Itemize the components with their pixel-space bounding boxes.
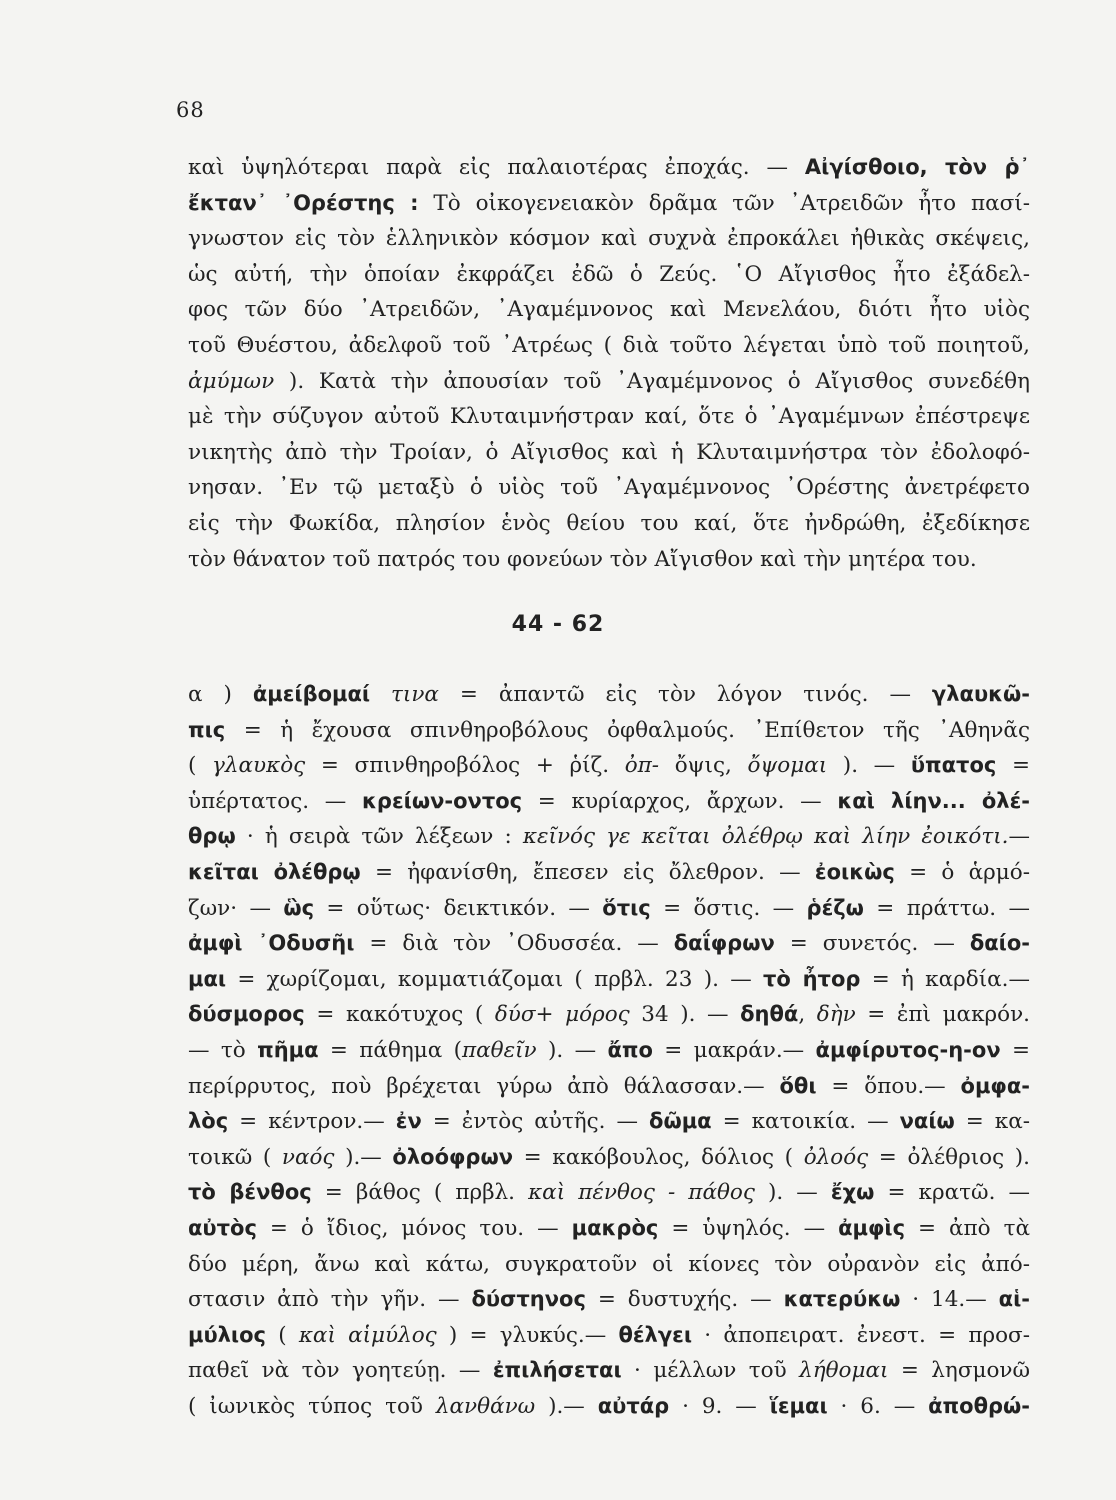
text-run: = ἐντὸς αὐτῆς. — (421, 1109, 650, 1135)
headword: ὀλοόφρων (392, 1144, 514, 1169)
text-run: = ἐπὶ μακρόν. (855, 1002, 1030, 1028)
text-run: στασιν ἀπὸ τὴν γῆν. — (188, 1287, 472, 1313)
text-run: 34 ). — (629, 1002, 741, 1028)
headword: δαΐφρων (673, 931, 775, 956)
section-heading: 44 - 62 (511, 612, 605, 637)
text-line (188, 1353, 1030, 1389)
italic-text: ὄψομαι (747, 753, 828, 779)
headword: ἀμφὶ ᾽Οδυσῆι (188, 931, 355, 956)
text-line (188, 150, 1030, 186)
italic-text: γλαυκὸς (212, 753, 306, 779)
italic-text: ὀπ- (624, 753, 660, 779)
headword: ἐν (395, 1109, 422, 1134)
headword: μαι (188, 966, 227, 991)
text-line (188, 435, 1030, 471)
headword: ἐπιλήσεται (492, 1358, 622, 1383)
headword: ἀμείβομαί (252, 682, 371, 706)
text-run: ).— (334, 1144, 393, 1170)
text-run: καὶ ὑψηλότεραι παρὰ εἰς παλαιοτέρας ἐποχάς. — (188, 155, 805, 180)
headword: γλαυκῶ- (931, 682, 1030, 706)
text-line (188, 1318, 1030, 1354)
text-line (188, 748, 1030, 784)
headword: κρείων-οντος (362, 788, 523, 813)
text-run: = χωρίζομαι, κομματιάζομαι ( πρβλ. 23 ). — (226, 966, 763, 992)
text-line (188, 819, 1030, 855)
headword: δύστηνος (471, 1287, 586, 1312)
text-run: · 9. — (669, 1393, 770, 1419)
commentary-paragraph-2 (188, 677, 1030, 1424)
text-line (188, 399, 1030, 435)
text-line (188, 1140, 1030, 1176)
text-line (188, 1033, 1030, 1069)
text-run: — τὸ (188, 1037, 258, 1063)
text-line (188, 1211, 1030, 1247)
text-run: τοῦ Θυέστου, ἀδελφοῦ τοῦ ᾽Ατρέως ( διὰ τοῦτο λέγεται ὑπὸ τοῦ ποιητοῦ, (188, 332, 1030, 358)
text-run: ὑπέρτατος. — (188, 788, 362, 814)
text-run: ὡς αὐτή, τὴν ὁποίαν ἐκφράζει ἐδῶ ὁ Ζεύς. ῾Ο Αἴγισθος ἦτο ἐξάδελ- (188, 261, 1030, 287)
text-run: = λησμονῶ (888, 1358, 1030, 1384)
text-line (188, 784, 1030, 820)
text-run: = (1000, 1037, 1030, 1063)
headword: ἀποθρώ- (928, 1393, 1030, 1418)
headword: ἄπο (607, 1037, 653, 1062)
italic-text: δύσ+ μόρος (494, 1002, 630, 1028)
text-line (188, 506, 1030, 542)
text-run: δύο μέρη, ἄνω καὶ κάτω, συγκρατοῦν οἱ κίονες τὸν οὐρανὸν εἰς ἀπό- (188, 1251, 1030, 1277)
text-run: · 6. — (827, 1393, 929, 1419)
italic-text: τινα (370, 682, 439, 707)
text-line (188, 542, 1030, 578)
text-line (188, 997, 1030, 1033)
text-line (188, 328, 1030, 364)
text-run: = κατοικία. — (711, 1109, 900, 1135)
text-run: ) = γλυκύς.— (436, 1322, 619, 1348)
text-line (188, 257, 1030, 293)
headword: ναίω (899, 1109, 955, 1134)
headword: δηθά (740, 1002, 799, 1027)
text-run: ). — (536, 1037, 608, 1063)
text-run: φος τῶν δύο ᾽Ατρειδῶν, ᾽Αγαμέμνονος καὶ Μενελάου, διότι ἦτο υἱὸς (188, 297, 1030, 323)
text-run: = ἡ καρδία.— (860, 966, 1030, 992)
headword: δύσμορος (188, 1002, 305, 1027)
text-run: νικητὴς ἀπὸ τὴν Τροίαν, ὁ Αἴγισθος καὶ ἡ Κλυταιμνήστρα τὸν ἐδολοφό- (188, 439, 1030, 465)
text-run: ( (265, 1322, 299, 1348)
headword: αὐτάρ (597, 1393, 670, 1418)
headword: ἀμφὶς (838, 1215, 906, 1240)
italic-text: παθεῖν (462, 1037, 537, 1063)
text-line (188, 1069, 1030, 1105)
headword: τὸ ἦτορ (763, 966, 861, 991)
headword: ἔκταν᾽ ᾽Ορέστης : (188, 190, 419, 215)
text-run: ὄψις, (659, 753, 748, 779)
text-run: = σπινθηροβόλος + ῥίζ. (305, 753, 625, 779)
text-run: = κακότυχος ( (304, 1002, 495, 1028)
headword: πῆμα (257, 1037, 319, 1062)
headword: ἀμφίρυτος-η-ον (815, 1037, 1001, 1062)
headword: καὶ λίην... ὀλέ- (837, 788, 1030, 813)
text-run: = κακόβουλος, δόλιος ( (513, 1144, 804, 1170)
text-run: = ἀπὸ τὰ (905, 1215, 1030, 1241)
text-run: τοικῶ ( (188, 1144, 282, 1170)
italic-text: δὴν (816, 1002, 856, 1028)
text-line (188, 1247, 1030, 1283)
text-run: · 14.— (900, 1287, 999, 1313)
italic-text: ὀλοός (803, 1144, 869, 1170)
headword: αἱ- (998, 1287, 1030, 1312)
text-run: = μακράν.— (652, 1037, 816, 1063)
text-line (188, 1282, 1030, 1318)
text-run: ζων· — (188, 895, 284, 921)
headword: ὕπατος (910, 753, 997, 778)
text-run: μὲ τὴν σύζυγον αὐτοῦ Κλυταιμνήστραν καί, ὅτε ὁ ᾽Αγαμέμνων ἐπέστρεψε (188, 404, 1030, 430)
text-run: = κέντρον.— (228, 1109, 396, 1135)
headword: δαίο- (969, 931, 1030, 956)
text-line (188, 1175, 1030, 1211)
text-line (188, 962, 1030, 998)
text-line (188, 1104, 1030, 1140)
headword: τὸ βένθος (188, 1180, 312, 1205)
text-run: = πράττω. — (863, 895, 1030, 921)
text-run: = ὁ ἴδιος, μόνος του. — (256, 1215, 572, 1241)
text-run: = (996, 753, 1030, 779)
text-run: = οὕτως· δεικτικόν. — (314, 895, 603, 921)
headword: ἔχω (830, 1180, 875, 1205)
text-run: = ὅστις. — (650, 895, 807, 921)
text-line (188, 677, 1030, 713)
text-run: τὸν θάνατον τοῦ πατρός του φονεύων τὸν Αἴγισθον καὶ τὴν μητέρα του. (188, 546, 977, 572)
text-line (188, 891, 1030, 927)
text-run: ).— (535, 1393, 598, 1419)
text-run: , (798, 1002, 817, 1028)
italic-text: λανθάνω (435, 1393, 536, 1419)
headword: Αἰγίσθοιο, τὸν ῥ᾽ (804, 155, 1030, 179)
text-run: νησαν. ᾽Εν τῷ μεταξὺ ὁ υἱὸς τοῦ ᾽Αγαμέμνονος ᾽Ορέστης ἀνετρέφετο (188, 475, 1030, 501)
headword: θέλγει (618, 1322, 693, 1347)
text-line (188, 926, 1030, 962)
text-run: ). Κατὰ τὴν ἀπουσίαν τοῦ ᾽Αγαμέμνονος ὁ Αἴγισθος συνεδέθη (274, 368, 1030, 394)
text-line (188, 713, 1030, 749)
italic-text: καὶ αἱμύλος (298, 1322, 437, 1348)
text-run: ). — (827, 753, 911, 779)
text-run: = βάθος ( πρβλ. (311, 1180, 529, 1206)
text-run: = ἀπαντῶ εἰς τὸν λόγον τινός. — (438, 682, 932, 707)
headword: μύλιος (188, 1322, 266, 1347)
text-run: = πάθημα ( (318, 1037, 462, 1063)
text-line (188, 1389, 1030, 1425)
text-line (188, 292, 1030, 328)
headword: ὀμφα- (960, 1073, 1030, 1098)
italic-text: καὶ πένθος - πάθος (528, 1180, 755, 1206)
page-number: 68 (176, 98, 205, 122)
text-run: Τὸ οἰκογενειακὸν δρᾶμα τῶν ᾽Ατρειδῶν ἦτο πασί- (418, 190, 1030, 216)
text-run: ). — (754, 1180, 831, 1206)
text-line (188, 855, 1030, 891)
text-line (188, 221, 1030, 257)
text-line (188, 364, 1030, 400)
text-run: γνωστον εἰς τὸν ἑλληνικὸν κόσμον καὶ συχνὰ ἐπροκάλει ἠθικὰς σκέψεις, (188, 226, 1030, 252)
text-run: = διὰ τὸν ᾽Οδυσσέα. — (354, 931, 674, 957)
text-run: παθεῖ νὰ τὸν γοητεύῃ. — (188, 1358, 493, 1384)
text-run: · ἀποπειρατ. ἐνεστ. = προσ- (692, 1322, 1030, 1348)
commentary-paragraph-1 (188, 150, 1030, 577)
text-line (188, 186, 1030, 222)
headword: δῶμα (649, 1109, 712, 1134)
text-run: α ) (188, 682, 253, 707)
headword: ὅτις (602, 895, 651, 920)
headword: ῥέζω (806, 895, 864, 920)
italic-text: λήθομαι (799, 1358, 889, 1384)
headword: κεῖται ὀλέθρῳ (188, 859, 361, 884)
text-run: = ὑψηλός. — (658, 1215, 839, 1241)
headword: ἵεμαι (769, 1393, 828, 1418)
headword: αὐτὸς (188, 1215, 257, 1240)
text-run: — (1008, 824, 1030, 850)
headword: θρῳ (188, 824, 236, 849)
text-line (188, 470, 1030, 506)
italic-text: κεῖνός γε κεῖται ὀλέθρῳ καὶ λίην ἐοικότι. (522, 824, 1009, 850)
headword: ὣς (283, 895, 315, 920)
text-run: περίρρυτος, ποὺ βρέχεται γύρω ἀπὸ θάλασσαν.— (188, 1073, 780, 1099)
headword: ὅθι (779, 1073, 817, 1098)
headword: πις (188, 717, 226, 742)
text-run: = ἠφανίσθη, ἔπεσεν εἰς ὄλεθρον. — (360, 859, 815, 885)
text-run: · μέλλων τοῦ (621, 1358, 800, 1384)
headword: κατερύκω (783, 1287, 901, 1312)
italic-text: ἀμύμων (188, 368, 275, 394)
text-run: = κρατῶ. — (874, 1180, 1030, 1206)
text-run: ( (188, 753, 213, 779)
text-run: = δυστυχής. — (585, 1287, 784, 1313)
text-run: = κυρίαρχος, ἄρχων. — (522, 788, 838, 814)
text-run: = ἡ ἔχουσα σπινθηροβόλους ὀφθαλμούς. ᾽Επίθετον τῆς ᾽Αθηνᾶς (225, 717, 1030, 743)
text-run: = συνετός. — (774, 931, 970, 957)
text-run: = ὁ ἁρμό- (894, 859, 1030, 885)
italic-text: ναός (281, 1144, 335, 1170)
text-run: = ὀλέθριος ). (868, 1144, 1030, 1170)
headword: λὸς (188, 1109, 229, 1134)
text-run: · ἡ σειρὰ τῶν λέξεων : (235, 824, 523, 850)
headword: ἐοικὼς (814, 859, 895, 884)
headword: μακρὸς (571, 1215, 659, 1240)
text-run: ( ἰωνικὸς τύπος τοῦ (188, 1393, 436, 1419)
text-run: = κα- (954, 1109, 1030, 1135)
text-run: εἰς τὴν Φωκίδα, πλησίον ἑνὸς θείου του καί, ὅτε ἠνδρώθη, ἐξεδίκησε (188, 510, 1030, 536)
text-run: = ὅπου.— (816, 1073, 961, 1099)
